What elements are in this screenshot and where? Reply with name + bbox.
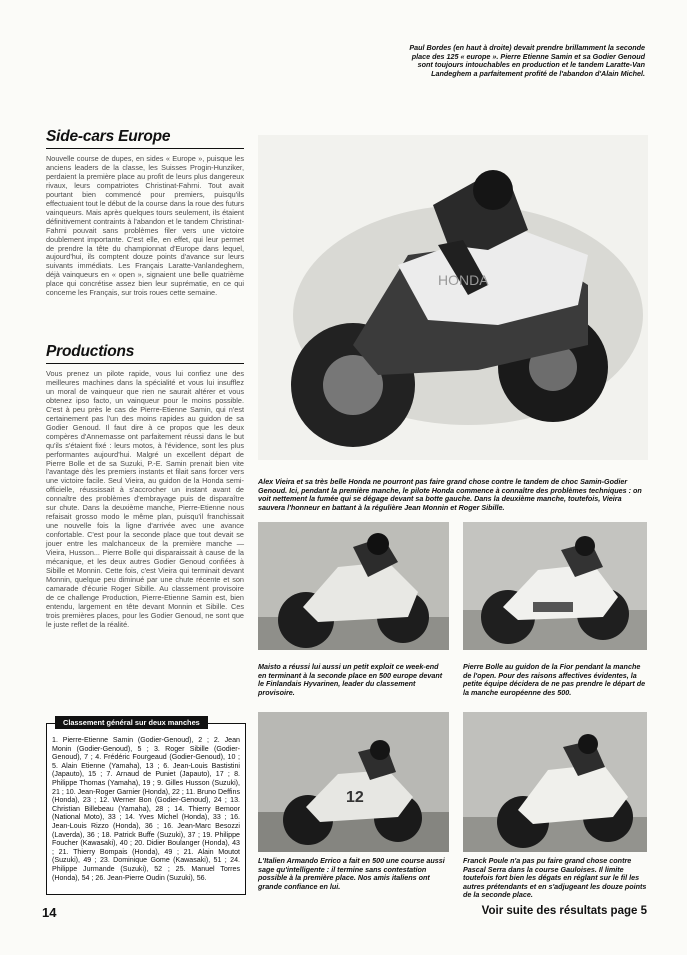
standings-title: Classement général sur deux manches [55, 716, 208, 729]
page-number: 14 [42, 905, 57, 920]
photo-bolle [463, 522, 647, 650]
standings-text: 1. Pierre-Etienne Samin (Godier-Genoud), 2 ; 2. Jean Monin (Godier-Genoud), 5 ; 3. Roger Sibille (Godier-Genoud), 7 ; 4. Frédéric Fourgeaud (Godier-Genoud), 10 ; 5. Alain Etienne (Yamaha), 13 ; 6. Jean-Louis Bastistini (Japauto), 15 ; 7. Arnaud de Puniet (Japauto), 17 ; 8. Philippe Thomas (Yamaha), 19 ; 9. Gilles Husson (Suzuki), 21 ; 10. Jean-Roger Garnier (Honda), 22 ; 11. Bruno Deffins (Honda), 23 ; 12. Werner Bon (Godier-Genoud), 24 ; 13. Christian Billebeau (Yamaha), 28 ; 14. Thierry Bemoor (National Moto), 33 ; 14. Yves Michel (Honda), 33 ; 16. Jean-Louis Rizzo (Honda), 36 ; 16. Jean-Marc Besozzi (Laverda), 36 ; 18. Patrick Buffe (Suzuki), 37 ; 19. Philippe Foucher (Kawasaki), 40 ; 20. Didier Boulanger (Honda), 43 ; 21. Thierry Bompais (Honda), 49 ; 21. Alain Moutot (Suzuki), 49 ; 23. Dominique Gome (Kawasaki), 51 ; 24. Philippe Jurmande (Suzuki), 52 ; 25. Manuel Torres (Honda), 54 ; 26. Jean-Pierre Oudin (Suzuki), 56. [52, 736, 240, 882]
section-body-productions: Vous prenez un pilote rapide, vous lui confiez une des meilleures machines dans la spécialité et vous lui insufflez un moral de vainqueur que rien ne saurait altérer et vous obtenez ipso facto, un vainqueur pour le moins possible. C'est à peu près le cas de Pierre-Etienne Samin, qui n'est certainement pas l'un des moins rapides au guidon de sa Godier Genoud. Il faut dire à ce propos que les deux compères d'Annemasse ont parfaitement réussi dans le but qu'ils s'étaient fixé : leurs motos, à l'évidence, sont les plus performantes aujourd'hui. Malgré un excellent départ de Pierre Bolle et de sa Suzuki, P.-E. Samin prenait bien vite l'avantage dès les premiers instants et filait sans forcer vers une victoire facile. Seul Vieira, au guidon de la Honda semi-officielle, réussissait à s'accrocher un instant avant de connaître des problèmes d'embrayage puis de disparaître sur chute. Dans la deuxième manche, Pierre-Etienne nous refaisait grosso modo le même plan, puisqu'il franchissait une nouvelle fois la ligne d'arrivée avec une avance confortable. C'est pour la seconde place que tout devait se jouer entre les malchanceux de la première manche — Vieira, Husson... Pierre Bolle qui disparaissait à cause de la mécanique, et les deux autres Godier Genoud confiées à Sibille et Monnin. Cette fois, c'est Vieira qui terminait devant Monnin, quelque peu diminué par une chute récente et son camarade d'écurie Roger Sibille. Au classement provisoire de ce challenge Production, Pierre-Etienne Samin est, bien entendu, largement en tête devant Monnin et Sibille. Ces trois premières places, pour les Godier Genoud, ne sont que le juste reflet de la réalité. [46, 369, 244, 629]
caption-errico: L'Italien Armando Errico a fait en 500 une course aussi sage qu'intelligente : il termine sans contestation possible à la première place. Nos amis italiens ont grande confiance en lui. [258, 856, 445, 891]
caption-main: Alex Vieira et sa très belle Honda ne pourront pas faire grand chose contre le tandem de choc Samin-Godier Genoud. Ici, pendant la première manche, le pilote Honda commence à connaître des problèmes techniques : on voit nettement la fumée qui se dégage devant sa botte gauche. Dans la deuxième manche, toutefois, Vieira sauvera l'honneur en battant à la régulière Jean Monnin et Roger Sibille. [258, 477, 642, 512]
section-title-productions: Productions [46, 343, 135, 360]
caption-poule: Franck Poule n'a pas pu faire grand chose contre Pascal Serra dans la course Gauloises. Il limite toutefois fort bien les dégats en réglant sur le fil les autres prétendants et en s'adjugeant les douze points de la seconde place. [463, 856, 647, 900]
section-body-side-cars: Nouvelle course de dupes, en sides « Europe », puisque les anciens leaders de la classe, les Suisses Progin-Hunziker, perdaient la première place au profit de leurs plus dangereux rivaux, leurs compatriotes Christinat-Fahrni. Tout avait pourtant bien commencé pour premiers, puisqu'ils effectuaient tout le début de la course dans la roue des futurs vainqueurs. Mais après quelques tours seulement, ils étaient définitivement contraints à l'abandon et le tandem Christinat-Fahrni pouvait sans problèmes filer vers une victoire doublement importante. C'est elle, en effet, qui leur permet de prendre la tête du championnat d'Europe dans lequel, aujourd'hui, ils comptent douze points d'avance sur leurs suivants immédiats. Les Français Laratte-Vanlandeghem, déjà vainqueurs en « open », signaient une belle quatrième place qui concrétise assez bien leur suprématie, en ce qui concerne les Français, sur trois roues cette semaine. [46, 154, 244, 298]
photo-errico [258, 712, 449, 852]
photo-maisto [258, 522, 449, 650]
section-rule [46, 148, 244, 149]
svg-text:HONDA: HONDA [438, 272, 489, 288]
svg-text:12: 12 [346, 789, 364, 806]
section-rule [46, 363, 244, 364]
caption-bolle: Pierre Bolle au guidon de la Fior pendant la manche de l'open. Pour des raisons affectives évidentes, la petite équipe décidera de ne pas prendre le départ de la manche européenne des 500. [463, 662, 646, 697]
main-photo-vieira [258, 135, 648, 460]
standings-box [46, 718, 246, 895]
section-side-cars [46, 128, 244, 298]
top-caption: Paul Bordes (en haut à droite) devait prendre brillamment la seconde place des 125 « europe ». Pierre Etienne Samin et sa Godier Genoud sont toujours intouchables en production et le tandem Laratte-Van Landeghem a parfaitement profité de l'abandon d'Alain Michel. [409, 43, 645, 78]
section-title-side-cars: Side-cars Europe [46, 128, 171, 145]
section-productions [46, 343, 244, 630]
photo-poule [463, 712, 647, 852]
continued-link: Voir suite des résultats page 5 [481, 905, 647, 917]
caption-maisto: Maisto a réussi lui aussi un petit exploit ce week-end en terminant à la seconde place en 500 europe devant le Finlandais Hyvarinen, leader du classement provisoire. [258, 662, 443, 697]
